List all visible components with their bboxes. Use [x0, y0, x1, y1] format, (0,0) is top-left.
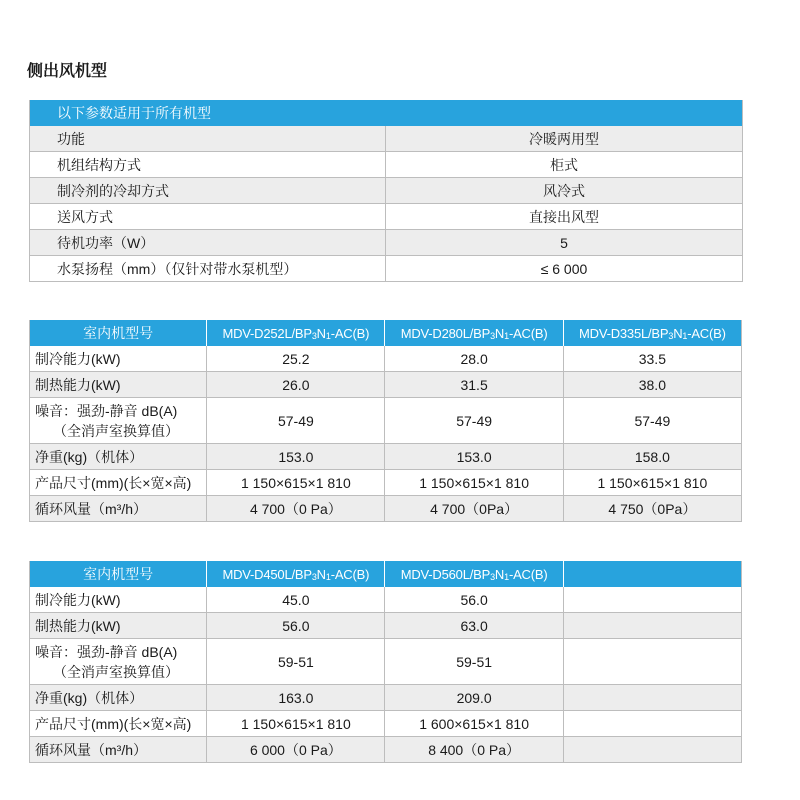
- spec-table-2: [29, 561, 742, 763]
- row-label: [30, 398, 207, 444]
- model-name: MDV-$D252L/BP_3N_1-AC(B)$: [207, 320, 385, 346]
- cell-value: 56.0: [385, 587, 563, 613]
- cell-value: 1 150×615×1 810: [385, 470, 563, 496]
- table-row: [30, 372, 742, 398]
- model-name-empty: [563, 561, 741, 587]
- spec-table-1: [29, 320, 742, 522]
- row-label-line1: 噪音：强劲-静音 dB(A): [35, 402, 178, 419]
- cell-value: 1 150×615×1 810: [207, 470, 385, 496]
- cell-value: 1 150×615×1 810: [207, 711, 385, 737]
- row-label: 制冷能力(kW): [30, 346, 207, 372]
- cell-value: 209.0: [385, 685, 563, 711]
- row-label: 制热能力(kW): [30, 372, 207, 398]
- row-value: 冷暖两用型: [386, 126, 743, 152]
- row-label: 净重(kg)（机体）: [30, 444, 207, 470]
- cell-value: 153.0: [385, 444, 563, 470]
- cell-value: 56.0: [207, 613, 385, 639]
- row-value: ≤ 6 000: [386, 256, 743, 282]
- row-label: 净重(kg)（机体）: [30, 685, 207, 711]
- cell-value: [563, 711, 741, 737]
- table-row: [30, 685, 742, 711]
- row-label: 机组结构方式: [30, 152, 386, 178]
- cell-value: 45.0: [207, 587, 385, 613]
- cell-value: 1 150×615×1 810: [563, 470, 741, 496]
- cell-value: 153.0: [207, 444, 385, 470]
- model-header-label: 室内机型号: [30, 320, 207, 346]
- cell-value: 4 750（0Pa）: [563, 496, 741, 522]
- cell-value: 59-51: [207, 639, 385, 685]
- table-row: [30, 204, 743, 230]
- cell-value: 57-49: [385, 398, 563, 444]
- row-label: 产品尺寸(mm)(长×宽×高): [30, 470, 207, 496]
- table-row: [30, 496, 742, 522]
- table-row: [30, 470, 742, 496]
- page-title: 侧出风机型: [27, 63, 108, 80]
- row-label-line2: （全消声室换算值）: [53, 422, 179, 439]
- cell-value: 25.2: [207, 346, 385, 372]
- model-header-label: 室内机型号: [30, 561, 207, 587]
- cell-value: [563, 613, 741, 639]
- model-name: MDV-$D450L/BP_3N_1-AC(B)$: [207, 561, 385, 587]
- table-row: [30, 126, 743, 152]
- row-label: 循环风量（m³/h）: [30, 496, 207, 522]
- row-label: 待机功率（W）: [30, 230, 386, 256]
- general-params-table: [29, 100, 743, 282]
- cell-value: [563, 737, 741, 763]
- table-row: [30, 230, 743, 256]
- cell-value: 6 000（0 Pa）: [207, 737, 385, 763]
- model-name: MDV-$D560L/BP_3N_1-AC(B)$: [385, 561, 563, 587]
- cell-value: 8 400（0 Pa）: [385, 737, 563, 763]
- row-label: [30, 639, 207, 685]
- model-name: MDV-$D335L/BP_3N_1-AC(B)$: [563, 320, 741, 346]
- row-label: 功能: [30, 126, 386, 152]
- row-label-line2: （全消声室换算值）: [53, 663, 179, 680]
- model-name: MDV-$D280L/BP_3N_1-AC(B)$: [385, 320, 563, 346]
- row-label-line1: 噪音：强劲-静音 dB(A): [35, 643, 178, 660]
- table-row: [30, 587, 742, 613]
- cell-value: 31.5: [385, 372, 563, 398]
- cell-value: 163.0: [207, 685, 385, 711]
- table-row: [30, 444, 742, 470]
- cell-value: 4 700（0 Pa）: [207, 496, 385, 522]
- row-label: 水泵扬程（mm）（仅针对带水泵机型）: [30, 256, 386, 282]
- table-row: [30, 256, 743, 282]
- row-label: 制冷能力(kW): [30, 587, 207, 613]
- cell-value: 57-49: [207, 398, 385, 444]
- cell-value: 1 600×615×1 810: [385, 711, 563, 737]
- cell-value: 26.0: [207, 372, 385, 398]
- cell-value: 33.5: [563, 346, 741, 372]
- row-value: 风冷式: [386, 178, 743, 204]
- table-row: [30, 346, 742, 372]
- cell-value: 28.0: [385, 346, 563, 372]
- row-label: 送风方式: [30, 204, 386, 230]
- cell-value: 63.0: [385, 613, 563, 639]
- cell-value: 4 700（0Pa）: [385, 496, 563, 522]
- cell-value: [563, 587, 741, 613]
- row-label: 制热能力(kW): [30, 613, 207, 639]
- table-row: [30, 711, 742, 737]
- table-row: [30, 639, 742, 685]
- table-row: [30, 398, 742, 444]
- general-params-header: 以下参数适用于所有机型: [30, 100, 743, 126]
- cell-value: [563, 685, 741, 711]
- cell-value: 59-51: [385, 639, 563, 685]
- row-value: 直接出风型: [386, 204, 743, 230]
- table-row: [30, 152, 743, 178]
- table-row: [30, 613, 742, 639]
- table-row: [30, 737, 742, 763]
- row-value: 柜式: [386, 152, 743, 178]
- cell-value: [563, 639, 741, 685]
- row-value: 5: [386, 230, 743, 256]
- cell-value: 57-49: [563, 398, 741, 444]
- table-row: [30, 178, 743, 204]
- row-label: 循环风量（m³/h）: [30, 737, 207, 763]
- cell-value: 38.0: [563, 372, 741, 398]
- cell-value: 158.0: [563, 444, 741, 470]
- row-label: 制冷剂的冷却方式: [30, 178, 386, 204]
- row-label: 产品尺寸(mm)(长×宽×高): [30, 711, 207, 737]
